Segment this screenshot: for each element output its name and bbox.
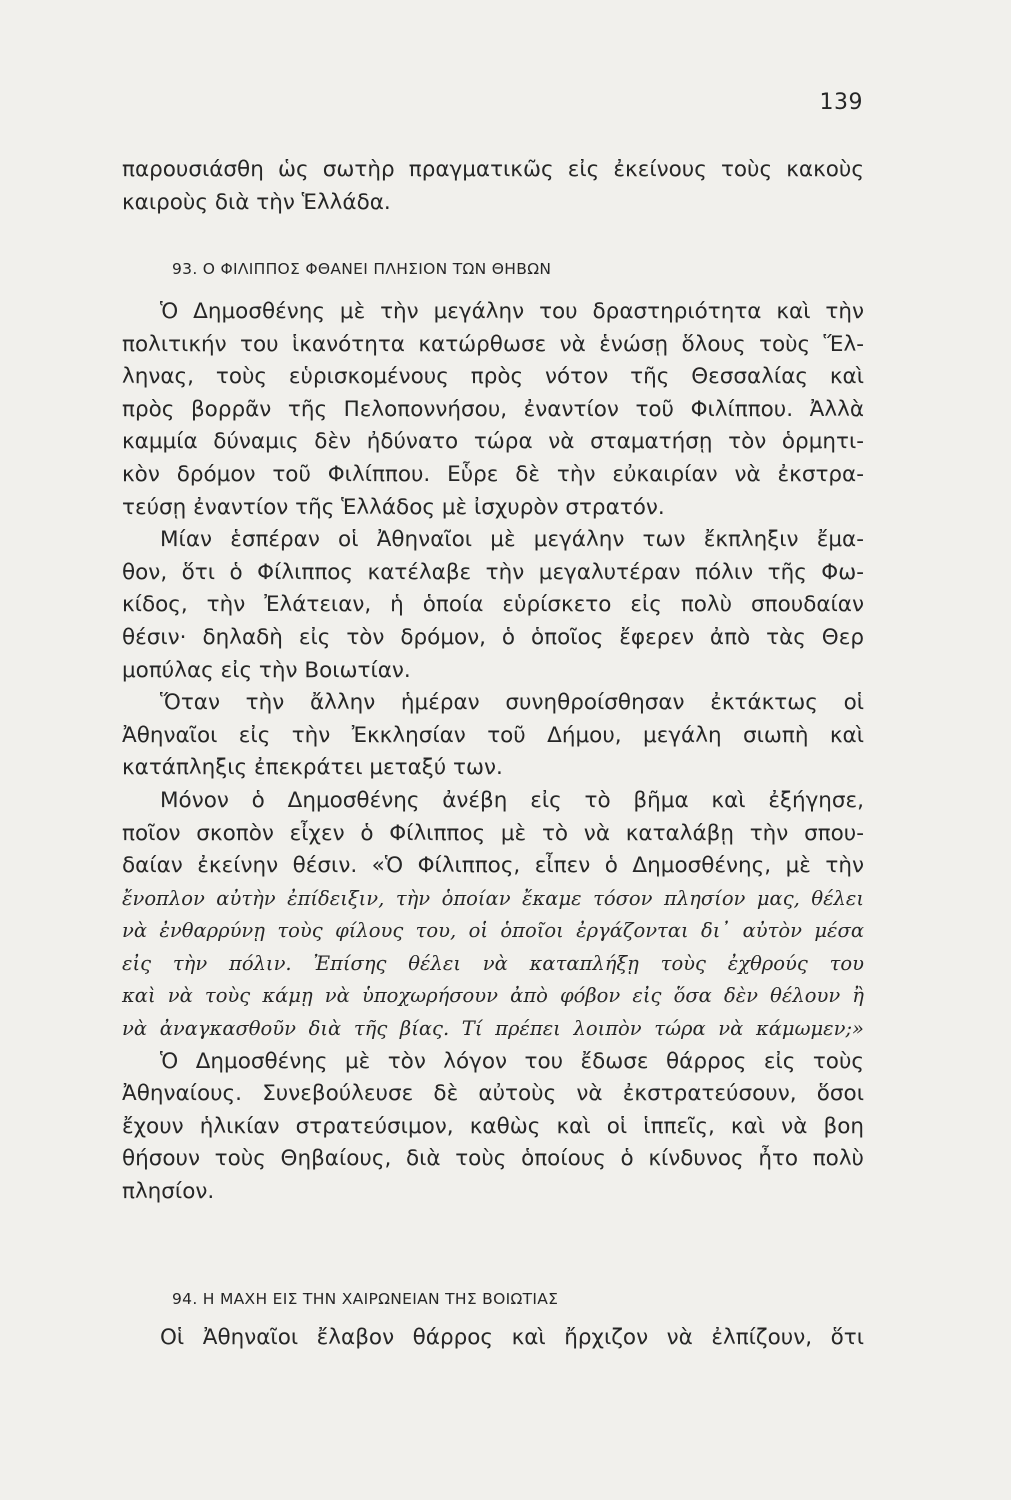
text-line-italic: ἔνοπλον αὐτὴν ἐπίδειξιν, τὴν ὁποίαν ἔκαμε τόσον πλησίον μας, θέλει (122, 886, 864, 910)
paragraph-continuation (122, 154, 864, 219)
text-line: Ὁ Δημοσθένης μὲ τὸν λόγον του ἔδωσε θάρρος εἰς τοὺς (160, 1048, 864, 1074)
text-line: ληνας, τοὺς εὑρισκομένους πρὸς νότον τῆς Θεσσαλίας καὶ (122, 364, 864, 390)
text-line: δαίαν ἐκείνην θέσιν. «Ὁ Φίλιππος, εἶπεν ὁ Δημοσθένης, μὲ τὴν (122, 853, 864, 879)
text-line: ἔχουν ἡλικίαν στρατεύσιμον, καθὼς καὶ οἱ ἱππεῖς, καὶ νὰ βοη (122, 1113, 864, 1139)
text-line-italic: εἰς τὴν πόλιν. Ἐπίσης θέλει νὰ καταπλήξῃ τοὺς ἐχθρούς του (122, 951, 864, 975)
text-line: τεύσῃ ἐναντίον τῆς Ἑλλάδος μὲ ἰσχυρὸν στρατόν. (122, 494, 665, 520)
text-line-italic: νὰ ἐνθαρρύνῃ τοὺς φίλους του, οἱ ὁποῖοι ἐργάζονται δι᾽ αὐτὸν μέσα (122, 919, 864, 943)
text-line: παρουσιάσθη ὡς σωτὴρ πραγματικῶς εἰς ἐκείνους τοὺς κακοὺς (122, 157, 864, 182)
text-line: θήσουν τοὺς Θηβαίους, διὰ τοὺς ὁποίους ὁ κίνδυνος ἦτο πολὺ (122, 1146, 864, 1172)
text-line: Ὅταν τὴν ἄλλην ἡμέραν συνηθροίσθησαν ἐκτάκτως οἱ (160, 690, 864, 716)
section-heading-94: 94. Η ΜΑΧΗ ΕΙΣ ΤΗΝ ΧΑΙΡΩΝΕΙΑΝ ΤΗΣ ΒΟΙΩΤΙΑΣ (172, 1290, 559, 1308)
text-line: πολιτικήν του ἱκανότητα κατώρθωσε νὰ ἑνώσῃ ὅλους τοὺς Ἕλ- (122, 331, 864, 357)
text-line: Μίαν ἑσπέραν οἱ Ἀθηναῖοι μὲ μεγάλην των ἔκπληξιν ἔμα- (160, 527, 864, 553)
text-line: καμμία δύναμις δὲν ἠδύνατο τώρα νὰ σταματήσῃ τὸν ὁρμητι- (122, 429, 864, 455)
text-line: Ἀθηναίους. Συνεβούλευσε δὲ αὐτοὺς νὰ ἐκστρατεύσουν, ὅσοι (122, 1081, 864, 1107)
text-line: κατάπληξις ἐπεκράτει μεταξύ των. (122, 755, 503, 781)
text-line: Ὁ Δημοσθένης μὲ τὴν μεγάλην του δραστηριότητα καὶ τὴν (160, 299, 864, 324)
text-line: Μόνον ὁ Δημοσθένης ἀνέβη εἰς τὸ βῆμα καὶ ἐξήγησε, (160, 787, 864, 813)
text-line: μοπύλας εἰς τὴν Βοιωτίαν. (122, 657, 411, 683)
text-line-italic: νὰ ἀναγκασθοῦν διὰ τῆς βίας. Τί πρέπει λοιπὸν τώρα νὰ κάμωμεν;» (122, 1017, 864, 1041)
text-line: κίδος, τὴν Ἐλάτειαν, ἡ ὁποία εὑρίσκετο εἰς πολὺ σπουδαίαν (122, 592, 864, 618)
text-line-italic: καὶ νὰ τοὺς κάμῃ νὰ ὑποχωρήσουν ἀπὸ φόβον εἰς ὅσα δὲν θέλουν ἢ (122, 984, 864, 1008)
text-line: Ἀθηναῖοι εἰς τὴν Ἐκκλησίαν τοῦ Δήμου, μεγάλη σιωπὴ καὶ (122, 722, 864, 748)
text-line: Οἱ Ἀθηναῖοι ἔλαβον θάρρος καὶ ἤρχιζον νὰ ἐλπίζουν, ὅτι (160, 1325, 864, 1350)
text-line: ποῖον σκοπὸν εἶχεν ὁ Φίλιππος μὲ τὸ νὰ καταλάβῃ τὴν σπου- (122, 820, 864, 846)
section-93-body (122, 296, 864, 1209)
section-94-body (122, 1322, 864, 1355)
page-number: 139 (819, 90, 863, 115)
text-line: πρὸς βορρᾶν τῆς Πελοποννήσου, ἐναντίον τοῦ Φιλίππου. Ἀλλὰ (122, 396, 864, 422)
section-heading-93: 93. Ο ΦΙΛΙΠΠΟΣ ΦΘΑΝΕΙ ΠΛΗΣΙΟΝ ΤΩΝ ΘΗΒΩΝ (172, 260, 552, 278)
text-line: θέσιν· δηλαδὴ εἰς τὸν δρόμον, ὁ ὁποῖος ἔφερεν ἀπὸ τὰς Θερ (122, 624, 864, 650)
text-line: καιροὺς διὰ τὴν Ἑλλάδα. (122, 189, 391, 215)
text-line: θον, ὅτι ὁ Φίλιππος κατέλαβε τὴν μεγαλυτέραν πόλιν τῆς Φω- (122, 559, 864, 585)
text-line: πλησίον. (122, 1179, 215, 1205)
text-line: κὸν δρόμον τοῦ Φιλίππου. Εὗρε δὲ τὴν εὐκαιρίαν νὰ ἐκστρα- (122, 461, 864, 487)
